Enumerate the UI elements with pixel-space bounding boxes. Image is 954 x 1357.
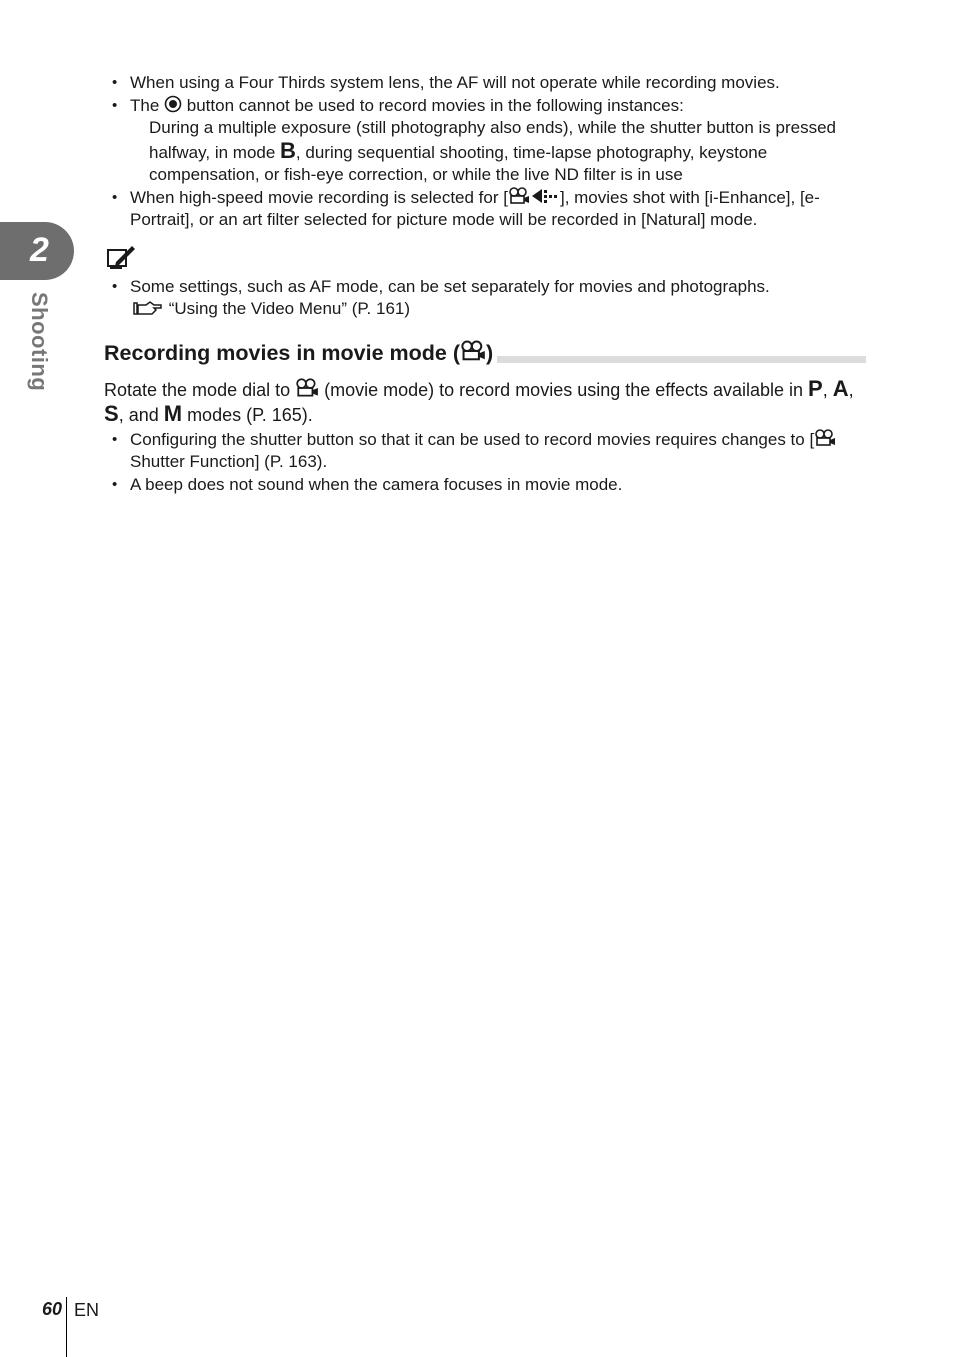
intro-part: ,: [822, 379, 833, 400]
chapter-section-label: Shooting: [27, 292, 52, 392]
intro-part: modes (P. 165).: [182, 404, 313, 425]
record-button-icon: [164, 95, 182, 113]
movie-camera-icon: [295, 378, 319, 398]
bullet-text: The: [130, 95, 165, 115]
mode-letter-s: S: [104, 400, 119, 426]
bullet-text: When high-speed movie recording is selected for [: [130, 187, 508, 207]
heading-text: [104, 339, 497, 367]
footer-divider: [66, 1297, 67, 1357]
bullet-subtext: [130, 117, 866, 187]
movie-camera-icon: [460, 340, 486, 362]
mode-letter-m: M: [163, 400, 183, 426]
bulb-mode-letter: B: [280, 137, 296, 163]
reference-pointer-icon: [132, 300, 164, 316]
bullet-text: Shutter Function] (P. 163).: [130, 452, 328, 471]
mode-letter-a: A: [832, 375, 849, 401]
note-list: [104, 276, 866, 321]
page-number: 60: [42, 1299, 63, 1319]
list-item: [104, 187, 866, 232]
reference-text: “Using the Video Menu” (P. 161): [168, 299, 411, 318]
chapter-tab: [0, 222, 74, 280]
movie-camera-icon: [814, 429, 836, 447]
bullet-text: button cannot be used to record movies in the following instances:: [182, 95, 684, 115]
bullet-text: Configuring the shutter button so that it can be used to record movies requires changes to [: [130, 429, 815, 449]
note-text: Some settings, such as AF mode, can be set separately for movies and photographs.: [130, 276, 770, 296]
bullet-text: A beep does not sound when the camera focuses in movie mode.: [130, 474, 623, 494]
note-reference: [130, 298, 866, 321]
intro-part: Rotate the mode dial to: [104, 379, 296, 400]
bullet-text: ], movies shot with [i-Enhance], [e-Portrait], or an art filter selected for picture mode will be recorded in [Natural] mode.: [130, 187, 820, 229]
heading-part: Recording movies in movie mode (: [104, 340, 461, 365]
bullet-text: When using a Four Thirds system lens, the AF will not operate while recording movies.: [130, 73, 780, 92]
section-bullets: [104, 429, 866, 497]
caution-list: [104, 72, 866, 232]
list-item: [104, 429, 866, 474]
section-heading: [104, 339, 866, 369]
section-intro: [104, 377, 866, 427]
intro-part: ,: [848, 379, 854, 400]
list-item: [104, 95, 866, 187]
note-block: [104, 244, 866, 321]
mode-letter-p: P: [808, 375, 823, 401]
list-item: [104, 72, 866, 95]
high-speed-icon: [530, 187, 560, 205]
list-item: [104, 474, 866, 497]
intro-part: (movie mode) to record movies using the effects available in: [319, 379, 809, 400]
language-code: EN: [74, 1300, 100, 1320]
pencil-note-icon: [106, 244, 136, 270]
list-item: [104, 276, 866, 321]
movie-camera-icon: [508, 187, 530, 205]
subtext-part: During a multiple exposure (still photography also ends), while the shutter button is pressed halfway, in mode: [149, 118, 836, 162]
intro-part: , and: [118, 404, 164, 425]
page-content: [104, 72, 866, 496]
chapter-number: 2: [30, 231, 49, 269]
heading-part: ): [486, 340, 494, 365]
subtext-part: , during sequential shooting, time-lapse photography, keystone compensation, or fish-eye correction, or while the live ND filter is in use: [149, 142, 768, 184]
